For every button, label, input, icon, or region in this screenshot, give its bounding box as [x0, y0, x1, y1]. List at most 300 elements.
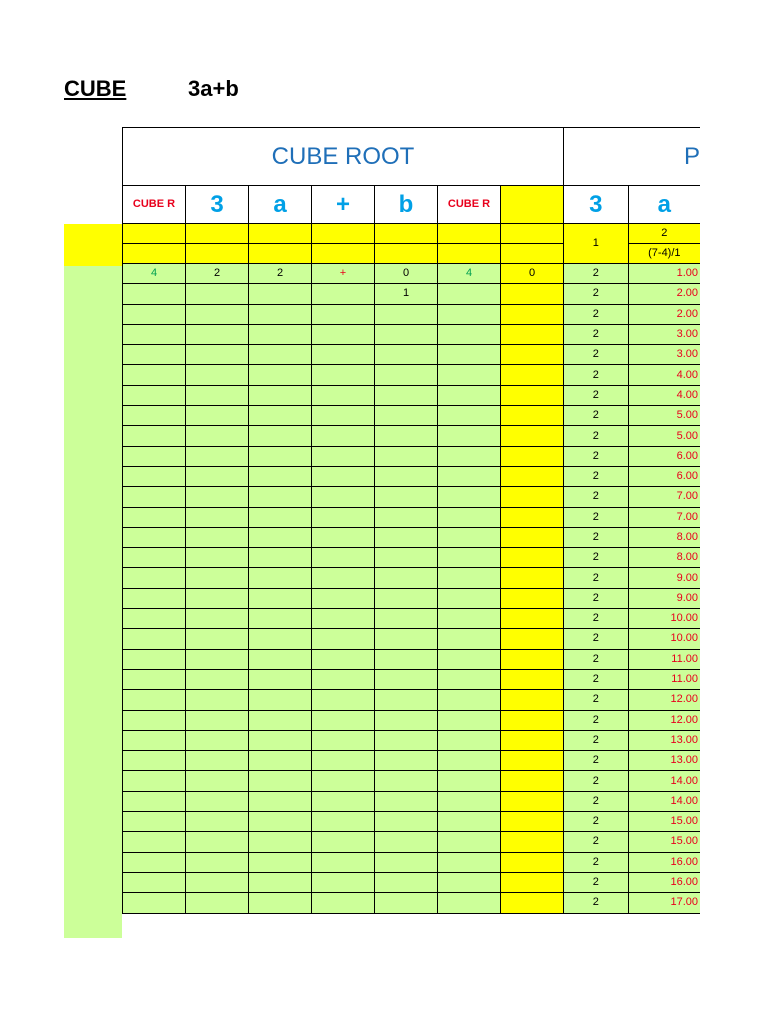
table-cell: [375, 527, 438, 547]
table-cell: [186, 507, 249, 527]
table-cell: [375, 730, 438, 750]
table-row: [123, 893, 701, 913]
header-a: a: [249, 186, 312, 224]
table-cell: [186, 324, 249, 344]
table-cell: 14.00: [628, 791, 700, 811]
table-cell: [186, 812, 249, 832]
yellow-cell: [501, 224, 564, 244]
table-cell: [438, 649, 501, 669]
table-cell: 5.00: [628, 426, 700, 446]
table-row: [123, 284, 701, 304]
table-cell: [249, 730, 312, 750]
table-row: [123, 406, 701, 426]
table-cell: [249, 832, 312, 852]
table-cell: [438, 669, 501, 689]
table-cell: 16.00: [628, 872, 700, 892]
table-cell: [186, 609, 249, 629]
table-cell: [501, 406, 564, 426]
table-cell: [501, 832, 564, 852]
table-cell: [186, 791, 249, 811]
yellow-cell: [249, 224, 312, 244]
table-cell: 8.00: [628, 548, 700, 568]
table-cell: 12.00: [628, 690, 700, 710]
table-cell: 5.00: [628, 406, 700, 426]
table-cell: 13.00: [628, 751, 700, 771]
table-cell: +: [312, 264, 375, 284]
yellow-cell: [438, 244, 501, 264]
left-yellow-strip: [64, 224, 122, 266]
table-cell: 2: [564, 507, 629, 527]
table-cell: 2: [564, 385, 629, 405]
table-cell: [375, 791, 438, 811]
table-cell: [123, 649, 186, 669]
table-cell: 2: [564, 771, 629, 791]
table-cell: [312, 345, 375, 365]
table-cell: [438, 872, 501, 892]
table-cell: [375, 507, 438, 527]
table-cell: 1.00: [628, 264, 700, 284]
table-cell: 2: [564, 548, 629, 568]
table-cell: [438, 812, 501, 832]
table-cell: [501, 487, 564, 507]
table-cell: [501, 507, 564, 527]
table-row: [123, 426, 701, 446]
table-cell: [123, 548, 186, 568]
table-cell: [123, 872, 186, 892]
table-cell: [438, 284, 501, 304]
table-cell: 17.00: [628, 893, 700, 913]
table-cell: [375, 649, 438, 669]
table-cell: [186, 385, 249, 405]
table-cell: 2: [564, 324, 629, 344]
table-cell: [501, 649, 564, 669]
table-cell: [123, 507, 186, 527]
table-cell: [186, 527, 249, 547]
table-cell: 2: [564, 690, 629, 710]
table-cell: 12.00: [628, 710, 700, 730]
table-row: [123, 832, 701, 852]
yellow-cell: [375, 224, 438, 244]
table-row: [123, 588, 701, 608]
table-cell: [438, 304, 501, 324]
table-cell: [501, 751, 564, 771]
table-cell: [249, 690, 312, 710]
table-cell: [375, 345, 438, 365]
table-cell: [501, 629, 564, 649]
table-cell: [438, 588, 501, 608]
table-row: [123, 812, 701, 832]
table-cell: [249, 466, 312, 486]
table-cell: [186, 771, 249, 791]
table-cell: [501, 446, 564, 466]
table-cell: [123, 304, 186, 324]
table-row: [123, 466, 701, 486]
table-cell: [438, 852, 501, 872]
table-cell: [249, 487, 312, 507]
table-cell: [249, 345, 312, 365]
table-cell: [375, 568, 438, 588]
table-cell: 4: [123, 264, 186, 284]
table-cell: [501, 771, 564, 791]
table-cell: [249, 324, 312, 344]
table-cell: [438, 730, 501, 750]
table-cell: 6.00: [628, 446, 700, 466]
formula-cell: (7-4)/1: [628, 244, 700, 264]
header-plus: +: [312, 186, 375, 224]
yellow-cell: [123, 224, 186, 244]
table-cell: [186, 649, 249, 669]
table-cell: [501, 365, 564, 385]
table-row: [123, 730, 701, 750]
table-cell: [123, 852, 186, 872]
table-cell: 8.00: [628, 527, 700, 547]
table-cell: [249, 669, 312, 689]
table-cell: [186, 710, 249, 730]
yellow-cell: [186, 244, 249, 264]
table-cell: [186, 588, 249, 608]
table-cell: [249, 812, 312, 832]
yellow-cell: [501, 244, 564, 264]
table-cell: [375, 466, 438, 486]
table-cell: [186, 893, 249, 913]
table-row: [123, 710, 701, 730]
table-cell: [312, 893, 375, 913]
table-cell: [249, 548, 312, 568]
yellow-cell: [186, 224, 249, 244]
table-cell: [186, 446, 249, 466]
table-row: [123, 649, 701, 669]
table-cell: [438, 527, 501, 547]
table-cell: [186, 466, 249, 486]
table-cell: [438, 365, 501, 385]
table-cell: [249, 588, 312, 608]
table-cell: [501, 466, 564, 486]
table-cell: 2: [564, 852, 629, 872]
table-cell: [123, 629, 186, 649]
table-cell: [123, 345, 186, 365]
table-cell: [249, 791, 312, 811]
table-cell: [249, 872, 312, 892]
table-cell: [375, 487, 438, 507]
table-cell: [312, 385, 375, 405]
table-cell: 2: [564, 791, 629, 811]
table-cell: [438, 609, 501, 629]
table-cell: 0: [375, 264, 438, 284]
table-cell: [123, 365, 186, 385]
table-cell: [312, 466, 375, 486]
table-cell: [123, 406, 186, 426]
table-row: [123, 527, 701, 547]
table-cell: 2: [564, 669, 629, 689]
table-cell: [186, 852, 249, 872]
table-cell: 2: [564, 588, 629, 608]
table-cell: [312, 568, 375, 588]
table-row: [123, 385, 701, 405]
yellow-cell: [123, 244, 186, 264]
table-cell: [501, 548, 564, 568]
yellow-cell: [375, 244, 438, 264]
cube-root-table: [122, 127, 700, 914]
yellow-cell: [312, 244, 375, 264]
table-cell: [438, 487, 501, 507]
table-cell: [249, 649, 312, 669]
table-cell: [123, 527, 186, 547]
table-row: [123, 487, 701, 507]
table-row: [123, 791, 701, 811]
table-cell: [312, 406, 375, 426]
table-cell: [123, 893, 186, 913]
table-cell: [312, 669, 375, 689]
table-cell: [123, 609, 186, 629]
table-cell: [123, 487, 186, 507]
table-cell: [312, 284, 375, 304]
table-cell: [249, 304, 312, 324]
table-cell: [501, 527, 564, 547]
table-cell: [249, 710, 312, 730]
table-cell: [312, 710, 375, 730]
table-cell: [501, 385, 564, 405]
table-cell: [438, 426, 501, 446]
table-cell: 2: [249, 264, 312, 284]
cube-root-header: CUBE ROOT: [123, 128, 564, 186]
table-cell: [312, 629, 375, 649]
table-cell: [123, 751, 186, 771]
table-cell: [249, 365, 312, 385]
table-cell: [501, 669, 564, 689]
table-cell: 4.00: [628, 385, 700, 405]
table-cell: [375, 324, 438, 344]
yellow-one-cell: 1: [564, 224, 629, 264]
table-cell: 2: [564, 568, 629, 588]
table-cell: [438, 548, 501, 568]
table-cell: [312, 872, 375, 892]
table-cell: 2: [564, 893, 629, 913]
table-cell: [249, 507, 312, 527]
table-cell: [375, 446, 438, 466]
table-cell: [249, 609, 312, 629]
table-cell: [186, 426, 249, 446]
table-cell: [501, 345, 564, 365]
table-cell: 2: [564, 751, 629, 771]
table-cell: [375, 832, 438, 852]
table-cell: [375, 304, 438, 324]
table-cell: [375, 893, 438, 913]
table-cell: [501, 812, 564, 832]
table-cell: [312, 609, 375, 629]
header-a-right: a: [628, 186, 700, 224]
table-cell: 6.00: [628, 466, 700, 486]
table-row: [123, 690, 701, 710]
table-cell: [501, 588, 564, 608]
table-row: [123, 852, 701, 872]
table-row: [123, 304, 701, 324]
table-cell: 2: [564, 730, 629, 750]
table-cell: [312, 791, 375, 811]
table-cell: [186, 304, 249, 324]
table-cell: [123, 669, 186, 689]
yellow-cell: [438, 224, 501, 244]
table-cell: 9.00: [628, 588, 700, 608]
table-cell: 2: [564, 446, 629, 466]
table-cell: [438, 507, 501, 527]
table-cell: [249, 385, 312, 405]
table-cell: [438, 751, 501, 771]
table-cell: [375, 771, 438, 791]
table-cell: [186, 669, 249, 689]
table-cell: [438, 832, 501, 852]
table-cell: 2: [564, 832, 629, 852]
table-cell: [501, 710, 564, 730]
table-cell: [312, 832, 375, 852]
table-cell: [123, 710, 186, 730]
table-cell: 2: [186, 264, 249, 284]
header-yellow-cell: [501, 186, 564, 224]
table-cell: [501, 791, 564, 811]
table-cell: [186, 284, 249, 304]
table-cell: [438, 771, 501, 791]
table-cell: [249, 852, 312, 872]
table-cell: 2.00: [628, 304, 700, 324]
table-cell: [375, 406, 438, 426]
table-cell: 11.00: [628, 669, 700, 689]
table-cell: [312, 426, 375, 446]
cube-r-label: CUBE R: [123, 186, 186, 224]
table-cell: [501, 426, 564, 446]
header-3-right: 3: [564, 186, 629, 224]
table-cell: [438, 446, 501, 466]
table-cell: 2: [564, 466, 629, 486]
table-cell: [375, 690, 438, 710]
table-cell: [375, 669, 438, 689]
table-cell: [249, 446, 312, 466]
table-cell: [186, 730, 249, 750]
table-cell: [186, 568, 249, 588]
table-cell: [501, 852, 564, 872]
table-cell: [312, 730, 375, 750]
table-cell: 2.00: [628, 284, 700, 304]
table-cell: [312, 751, 375, 771]
table-cell: 2: [564, 426, 629, 446]
table-cell: [123, 730, 186, 750]
table-cell: [186, 345, 249, 365]
table-cell: [375, 629, 438, 649]
table-cell: [375, 588, 438, 608]
table-cell: [249, 629, 312, 649]
table-cell: [375, 751, 438, 771]
left-green-strip: [64, 266, 122, 938]
table-cell: 2: [564, 527, 629, 547]
table-cell: [123, 426, 186, 446]
table-cell: [438, 690, 501, 710]
table-cell: 0: [501, 264, 564, 284]
table-cell: [438, 629, 501, 649]
table-cell: 14.00: [628, 771, 700, 791]
table-cell: [186, 872, 249, 892]
table-cell: [312, 852, 375, 872]
table-cell: [438, 568, 501, 588]
table-cell: 10.00: [628, 629, 700, 649]
table-cell: [312, 548, 375, 568]
table-cell: 2: [564, 345, 629, 365]
table-cell: 4: [438, 264, 501, 284]
table-row: [123, 345, 701, 365]
table-cell: [501, 324, 564, 344]
table-cell: [438, 893, 501, 913]
table-cell: [249, 284, 312, 304]
table-cell: [501, 568, 564, 588]
table-cell: [186, 406, 249, 426]
table-cell: [123, 832, 186, 852]
table-cell: [501, 304, 564, 324]
table-cell: [312, 487, 375, 507]
table-cell: 2: [564, 264, 629, 284]
table-cell: [312, 365, 375, 385]
table-cell: [249, 426, 312, 446]
table-cell: [123, 771, 186, 791]
yellow-cell: [312, 224, 375, 244]
table-cell: [186, 487, 249, 507]
table-cell: [123, 385, 186, 405]
table-cell: 2: [564, 304, 629, 324]
table-cell: [186, 690, 249, 710]
table-cell: 11.00: [628, 649, 700, 669]
table-cell: [123, 588, 186, 608]
table-cell: 2: [564, 629, 629, 649]
table-cell: [438, 345, 501, 365]
table-cell: [123, 791, 186, 811]
table-row: [123, 669, 701, 689]
table-cell: 2: [564, 609, 629, 629]
table-cell: [312, 588, 375, 608]
table-cell: [312, 446, 375, 466]
table-cell: [123, 466, 186, 486]
table-cell: [375, 385, 438, 405]
table-cell: [186, 365, 249, 385]
table-cell: [186, 751, 249, 771]
table-cell: 2: [564, 487, 629, 507]
table-cell: [123, 446, 186, 466]
table-cell: 13.00: [628, 730, 700, 750]
table-cell: [186, 629, 249, 649]
table-row: [123, 771, 701, 791]
page-subtitle: 3a+b: [188, 76, 239, 101]
table-cell: [438, 791, 501, 811]
table-cell: 4.00: [628, 365, 700, 385]
table-cell: 2: [564, 365, 629, 385]
table-cell: [249, 893, 312, 913]
yellow-two-cell: 2: [628, 224, 700, 244]
table-row: [123, 872, 701, 892]
table-cell: 16.00: [628, 852, 700, 872]
table-cell: [249, 771, 312, 791]
table-row: [123, 507, 701, 527]
table-cell: [312, 304, 375, 324]
table-cell: 2: [564, 406, 629, 426]
table-cell: [123, 690, 186, 710]
table-cell: [501, 284, 564, 304]
table-cell: [501, 609, 564, 629]
table-cell: [438, 466, 501, 486]
table-cell: [312, 649, 375, 669]
table-cell: [186, 832, 249, 852]
table-cell: [123, 568, 186, 588]
table-cell: [312, 527, 375, 547]
table-cell: [312, 324, 375, 344]
table-row: [123, 324, 701, 344]
table-cell: 3.00: [628, 324, 700, 344]
table-cell: [249, 527, 312, 547]
table-cell: [438, 406, 501, 426]
